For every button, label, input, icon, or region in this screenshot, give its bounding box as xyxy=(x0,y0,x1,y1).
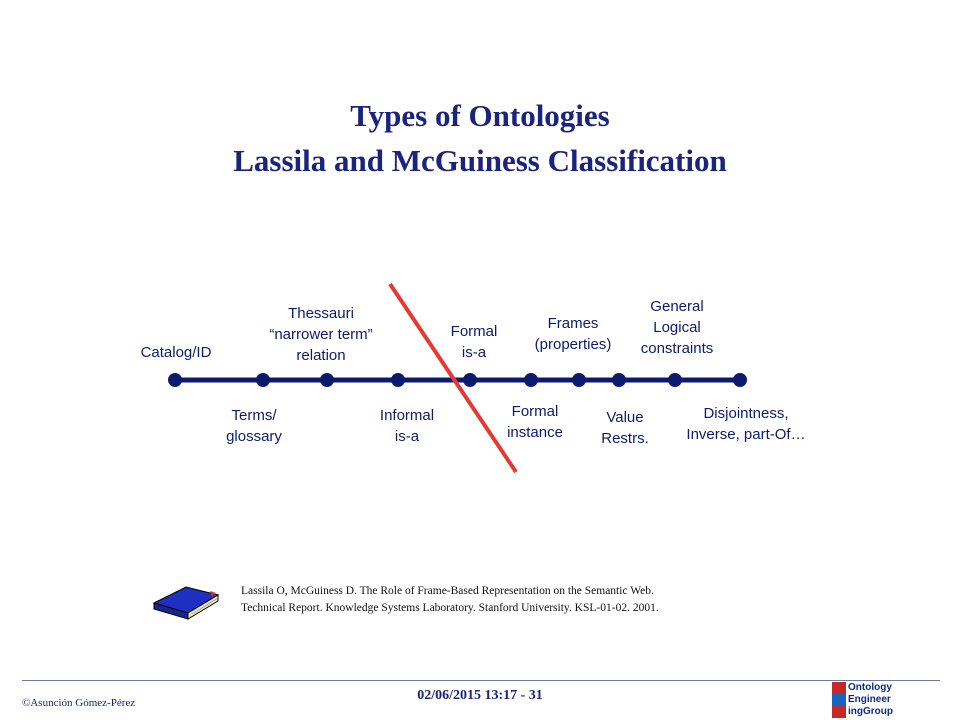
label-value-restrs: Value Restrs. xyxy=(601,409,649,447)
logo-mark xyxy=(832,682,846,718)
label-informal-isa: Informal is-a xyxy=(379,407,435,445)
reference-citation xyxy=(241,583,659,617)
reference-line-2: Technical Report. Knowledge Systems Laboratory. Stanford University. KSL-01-02. 2001. xyxy=(241,602,659,614)
title-line-2: Lassila and McGuiness Classification xyxy=(233,143,727,178)
spectrum-node-2 xyxy=(256,373,270,387)
label-formal-isa: Formal is-a xyxy=(450,323,498,361)
label-disjointness: Disjointness, Inverse, part-Of… xyxy=(686,405,806,443)
spectrum-node-1 xyxy=(168,373,182,387)
logo-line-3: ingGroup xyxy=(848,706,893,717)
spectrum-node-4 xyxy=(391,373,405,387)
spectrum-node-8 xyxy=(612,373,626,387)
spectrum-node-10 xyxy=(733,373,747,387)
label-thessauri: Thessauri “narrower term” relation xyxy=(269,305,373,364)
label-formal-instance: Formal instance xyxy=(507,403,563,441)
spectrum-node-6 xyxy=(524,373,538,387)
book-icon xyxy=(152,583,222,623)
oeg-logo xyxy=(832,682,893,718)
logo-line-1: Ontology xyxy=(848,682,892,693)
footer-divider xyxy=(22,680,940,681)
reference-line-1: Lassila O, McGuiness D. The Role of Frame-Based Representation on the Semantic Web. xyxy=(241,585,654,597)
label-terms-glossary: Terms/ glossary xyxy=(226,407,282,445)
logo-line-2: Engineer xyxy=(848,694,891,705)
footer-author: ©Asunción Gómez-Pérez xyxy=(22,697,136,709)
spectrum-node-5 xyxy=(463,373,477,387)
logo-text xyxy=(848,682,893,718)
label-frames: Frames (properties) xyxy=(534,315,612,353)
label-general-logical: General Logical constraints xyxy=(640,298,714,357)
spectrum-node-9 xyxy=(668,373,682,387)
title-line-1: Types of Ontologies xyxy=(350,98,610,133)
spectrum-node-3 xyxy=(320,373,334,387)
footer-date-page: 02/06/2015 13:17 - 31 xyxy=(417,688,543,703)
label-catalog-id: Catalog/ID xyxy=(140,344,212,361)
spectrum-node-7 xyxy=(572,373,586,387)
